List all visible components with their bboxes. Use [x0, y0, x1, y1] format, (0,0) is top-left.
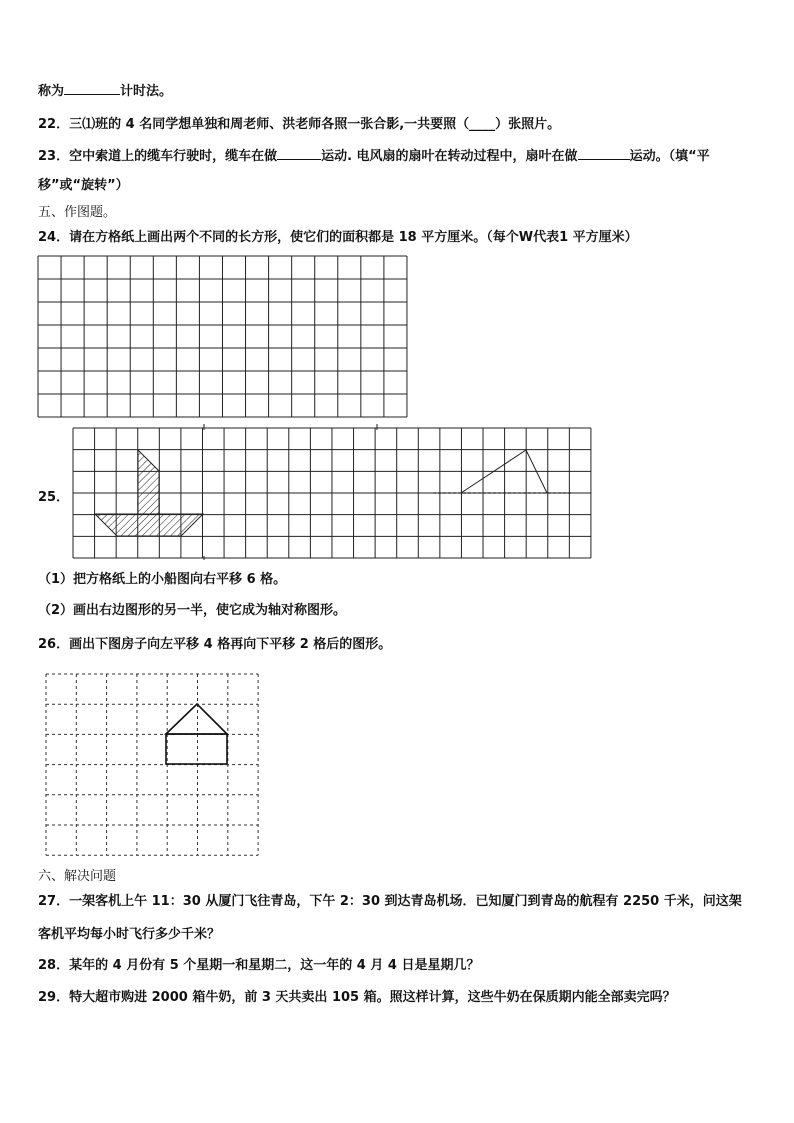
- q21-prefix: 称为: [38, 84, 65, 99]
- q22-suffix: ）张照片。: [495, 117, 561, 132]
- q21-suffix: 计时法。: [120, 84, 173, 99]
- q25-sub1: （1）把方格纸上的小船图向右平移 6 格。: [38, 572, 287, 587]
- question-24: 24．请在方格纸上画出两个不同的长方形，使它们的面积都是 18 平方厘米。（每个W代表1 平方厘米）: [38, 230, 638, 245]
- question-25-number: 25．: [38, 490, 70, 505]
- q23-part3: 运动。（填“平: [629, 149, 710, 164]
- boat-sail: [138, 450, 159, 514]
- question-26: 26．画出下图房子向左平移 4 格再向下平移 2 格后的图形。: [38, 637, 392, 652]
- q23-blank-2[interactable]: [578, 147, 630, 160]
- section-6-heading: 六、解决问题: [38, 869, 117, 884]
- question-23: [38, 147, 710, 166]
- q24-grid[interactable]: [38, 256, 407, 417]
- boat-hull: [95, 514, 203, 536]
- question-27-line2: 客机平均每小时飞行多少千米？: [38, 927, 221, 942]
- house-body: [166, 734, 227, 764]
- section-5-heading: 五、作图题。: [38, 205, 117, 220]
- q21-blank[interactable]: [64, 82, 120, 95]
- question-21-tail: [38, 82, 172, 101]
- question-29: 29．特大超市购进 2000 箱牛奶，前 3 天共卖出 105 箱。照这样计算，这些牛奶在保质期内能全部卖完吗？: [38, 990, 676, 1005]
- q23-blank-1[interactable]: [277, 147, 321, 160]
- question-27: 27．一架客机上午 11：30 从厦门飞往青岛，下午 2：30 到达青岛机场．已知厦门到青岛的航程有 2250 千米，问这架: [38, 894, 742, 909]
- question-22: [38, 116, 560, 134]
- q23-part2: 运动. 电风扇的扇叶在转动过程中，扇叶在做: [321, 149, 578, 164]
- question-28: 28．某年的 4 月份有 5 个星期一和星期二，这一年的 4 月 4 日是星期几？: [38, 958, 480, 973]
- house-roof: [166, 704, 227, 734]
- q25-grid[interactable]: [73, 428, 591, 558]
- q25-sub2: （2）画出右边图形的另一半，使它成为轴对称图形。: [38, 603, 347, 618]
- q22-blank[interactable]: ____: [469, 117, 496, 132]
- q26-grid[interactable]: [46, 674, 258, 855]
- q23-part1: 23．空中索道上的缆车行驶时，缆车在做: [38, 149, 278, 164]
- question-23-line2: 移”或“旋转”）: [38, 178, 129, 193]
- q22-text: 22．三⑴班的 4 名同学想单独和周老师、洪老师各照一张合影,一共要照（: [38, 117, 470, 132]
